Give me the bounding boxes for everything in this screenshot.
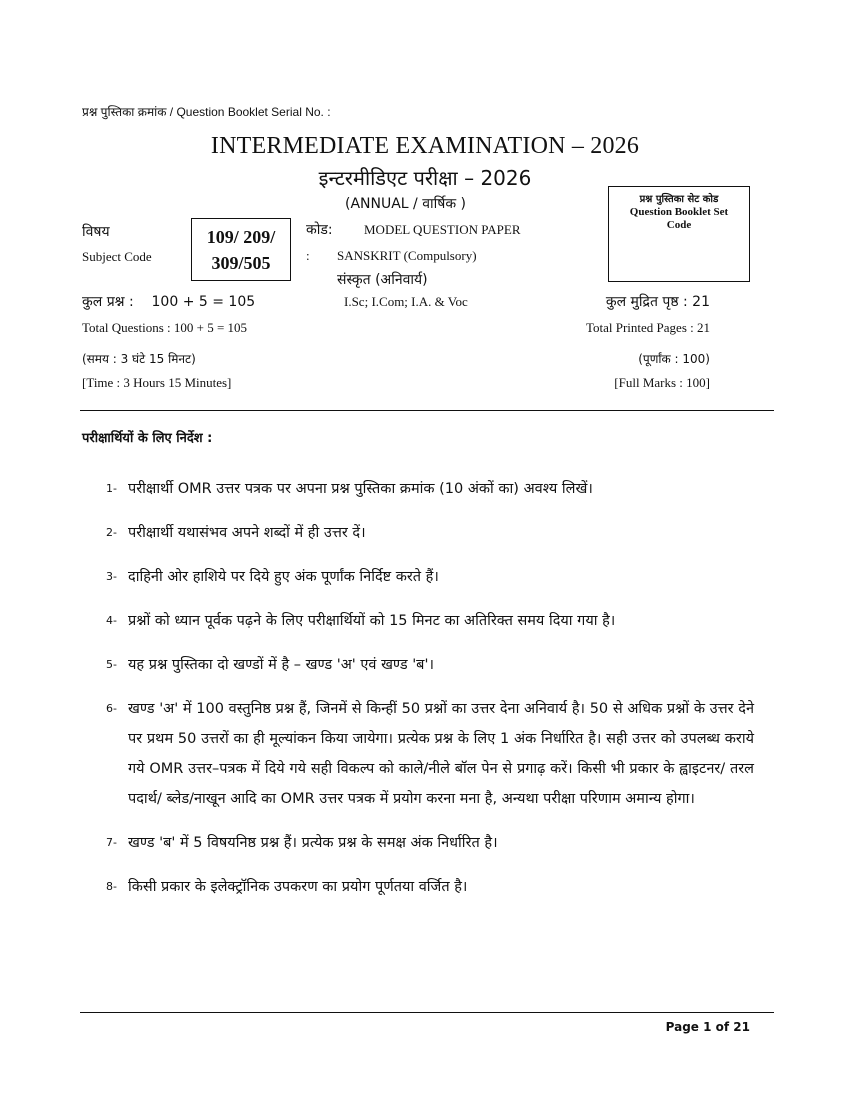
instructions-heading: परीक्षार्थियों के लिए निर्देश : [82, 431, 213, 446]
instruction-text: यह प्रश्न पुस्तिका दो खण्डों में है – खण्ड 'अ' एवं खण्ड 'ब'। [128, 657, 434, 673]
serial-number-label: प्रश्न पुस्तिका क्रमांक / Question Booklet Serial No. : [82, 105, 331, 119]
instruction-number: 2- [106, 526, 117, 539]
instruction-item [106, 562, 754, 592]
instruction-text: परीक्षार्थी यथासंभव अपने शब्दों में ही उत्तर दें। [128, 525, 366, 541]
full-marks-english: [Full Marks : 100] [614, 375, 710, 390]
full-marks-hindi: (पूर्णांक : 100) [638, 352, 710, 366]
instruction-item [106, 872, 754, 902]
instruction-number: 8- [106, 880, 117, 893]
instruction-number: 6- [106, 702, 117, 715]
time-hindi: (समय : 3 घंटे 15 मिनट) [82, 352, 196, 366]
colon-separator: : [306, 248, 310, 263]
instruction-text: किसी प्रकार के इलेक्ट्रॉनिक उपकरण का प्रयोग पूर्णतया वर्जित है। [128, 879, 468, 895]
exam-title-english: INTERMEDIATE EXAMINATION – 2026 [210, 133, 640, 159]
model-paper-label: MODEL QUESTION PAPER [364, 222, 521, 237]
printed-pages-english: Total Printed Pages : 21 [585, 320, 710, 335]
instruction-text: दाहिनी ओर हाशिये पर दिये हुए अंक पूर्णांक निर्दिष्ट करते हैं। [128, 569, 439, 585]
instruction-number: 4- [106, 614, 117, 627]
instruction-text: परीक्षार्थी OMR उत्तर पत्रक पर अपना प्रश्न पुस्तिका क्रमांक (10 अंकों का) अवश्य लिखें। [128, 481, 593, 497]
instruction-text: प्रश्नों को ध्यान पूर्वक पढ़ने के लिए परीक्षार्थियों को 15 मिनट का अतिरिक्त समय दिया गया है। [128, 613, 616, 629]
total-questions-english: Total Questions : 100 + 5 = 105 [82, 320, 248, 335]
instruction-item [106, 828, 754, 858]
instruction-text: खण्ड 'ब' में 5 विषयनिष्ठ प्रश्न हैं। प्रत्येक प्रश्न के समक्ष अंक निर्धारित है। [128, 835, 498, 851]
instruction-number: 3- [106, 570, 117, 583]
subject-code-line-1: 109/ 209/ [206, 227, 276, 247]
set-code-label-english-2: Code [666, 219, 692, 231]
set-code-label-english-1: Question Booklet Set [629, 206, 729, 218]
instruction-number: 1- [106, 482, 117, 495]
header-divider [80, 410, 774, 411]
time-english: [Time : 3 Hours 15 Minutes] [82, 375, 232, 390]
subject-name-english: SANSKRIT (Compulsory) [337, 248, 477, 263]
instruction-item [106, 518, 754, 548]
instruction-item [106, 650, 754, 680]
instruction-item [106, 694, 754, 814]
exam-type: (ANNUAL / वार्षिक ) [345, 196, 467, 212]
code-label-hindi: कोड: [306, 222, 333, 238]
instruction-item [106, 606, 754, 636]
subject-name-hindi: संस्कृत (अनिवार्य) [337, 272, 428, 288]
instructions-list [106, 474, 754, 916]
subject-code-line-2: 309/505 [211, 253, 271, 273]
page-number: Page 1 of 21 [665, 1020, 750, 1034]
instruction-number: 5- [106, 658, 117, 671]
set-code-label-hindi: प्रश्न पुस्तिका सेट कोड [639, 194, 719, 205]
exam-title-hindi: इन्टरमीडिएट परीक्षा – 2026 [318, 166, 532, 190]
booklet-set-code-box [608, 186, 750, 282]
instruction-text: खण्ड 'अ' में 100 वस्तुनिष्ठ प्रश्न हैं, जिनमें से किन्हीं 50 प्रश्नों का उत्तर देना अनिवार्य है। 50 से अधिक प्रश्नों के उत्तर देने पर प्रथम 50 उत्तरों का ही मूल्यांकन किया जायेगा। प्रत्येक प्रश्न के लिए 1 अंक निर्धारित है। सही उत्तर को उपलब्ध कराये गये OMR उत्तर–पत्रक में दिये गये सही विकल्प को काले/नीले बॉल पेन से प्रगाढ़ करें। किसी भी प्रकार के ह्वाइटनर/ तरल पदार्थ/ ब्लेड/नाखून आदि का OMR उत्तर पत्रक में प्रयोग करना मना है, अन्यथा परीक्षा परिणाम अमान्य होगा। [128, 701, 754, 807]
streams-label: I.Sc; I.Com; I.A. & Voc [344, 294, 468, 309]
subject-code-label: Subject Code [82, 249, 152, 264]
footer-divider [80, 1012, 774, 1013]
instruction-number: 7- [106, 836, 117, 849]
total-questions-hindi: कुल प्रश्न : 100 + 5 = 105 [82, 294, 256, 310]
printed-pages-hindi: कुल मुद्रित पृष्ठ : 21 [605, 294, 710, 310]
subject-label-hindi: विषय [82, 224, 110, 240]
instruction-item [106, 474, 754, 504]
subject-code-box [191, 218, 291, 281]
